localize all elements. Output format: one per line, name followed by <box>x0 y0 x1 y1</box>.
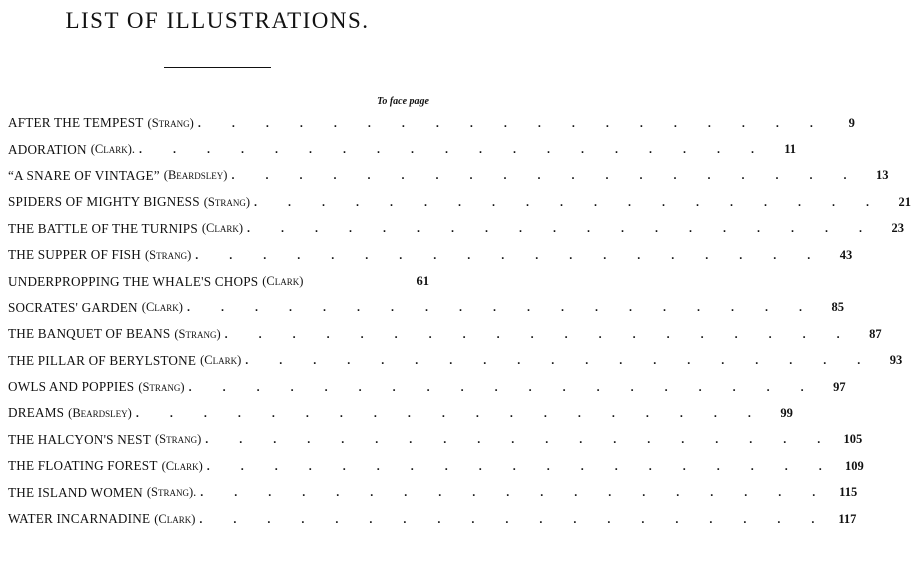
entry-title: THE BANQUET OF BEANS <box>8 326 171 342</box>
leader-dots: . . . . . . . . . . . . . . . . . . . <box>245 353 875 368</box>
entry-page: 93 <box>889 353 903 368</box>
leader-dots: . . . . . . . . . . . . . . . . . . . <box>186 300 816 315</box>
entry-page: 99 <box>780 405 793 420</box>
entry-title: DREAMS <box>8 405 65 421</box>
entry-title: THE HALCYON'S NEST <box>8 431 151 447</box>
list-item <box>8 216 905 242</box>
list-item <box>8 348 903 374</box>
entry-title: “A SNARE OF VINTAGE” <box>8 167 160 183</box>
list-item <box>8 136 797 162</box>
entry-title: THE SUPPER OF FISH <box>8 247 141 263</box>
leader-dots: . . . . . . . . . . . . . . . . . . . <box>139 142 769 157</box>
entry-title: THE BATTLE OF THE TURNIPS <box>8 220 198 236</box>
list-item <box>8 427 863 453</box>
entry-page: 85 <box>831 300 844 315</box>
list-item <box>8 321 882 347</box>
list-item <box>8 295 844 321</box>
entry-page: 109 <box>845 458 864 473</box>
entry-page: 43 <box>839 247 853 262</box>
entry-page: 115 <box>839 485 858 500</box>
leader-dots: . . . . . . . . . . . . . . . . . . . <box>205 432 835 447</box>
entry-page: 105 <box>843 432 863 447</box>
entry-page: 11 <box>784 142 797 157</box>
entry-credit: (Strang) <box>154 432 202 447</box>
entry-page: 21 <box>898 194 911 209</box>
illustrations-list <box>8 110 911 532</box>
list-item <box>8 189 911 215</box>
entry-title: SPIDERS OF MIGHTY BIGNESS <box>8 194 200 210</box>
entry-credit: (Clark) <box>200 353 242 368</box>
column-header: To face page <box>377 96 429 107</box>
list-item <box>8 374 846 400</box>
list-item <box>8 506 857 532</box>
entry-title: THE PILLAR OF BERYLSTONE <box>8 352 197 368</box>
entry-page: 97 <box>833 379 846 394</box>
leader-dots: . . . . . . . . . . . . . . . . . . . <box>206 458 836 473</box>
entry-title: WATER INCARNADINE <box>8 511 151 527</box>
leader-dots: . . . . . . . . . . . . . . . . . . . <box>197 115 827 130</box>
leader-dots: . . . . . . . . . . . . . . . . . . . <box>135 405 765 420</box>
entry-credit: (Strang) <box>138 379 185 394</box>
entry-title: THE ISLAND WOMEN <box>8 484 143 500</box>
page-title: LIST OF ILLUSTRATIONS. <box>65 8 370 33</box>
title-rule-divider <box>164 67 271 68</box>
entry-page: 23 <box>891 221 905 236</box>
entry-page: 117 <box>838 511 857 526</box>
entry-credit: (Strang) <box>203 194 251 209</box>
entry-title: OWLS AND POPPIES <box>8 379 135 395</box>
entry-credit: (Strang) <box>147 115 194 130</box>
entry-credit: (Clark) <box>154 511 196 526</box>
list-item <box>8 110 855 136</box>
entry-page: 9 <box>848 115 855 130</box>
list-item <box>8 268 429 294</box>
entry-page: 87 <box>869 326 882 341</box>
list-item <box>8 242 853 268</box>
leader-dots: . . . . . . . . . . . . . . . . . . . <box>254 194 884 209</box>
entry-credit: (Strang) <box>174 326 221 341</box>
entry-title: THE FLOATING FOREST <box>8 458 158 474</box>
list-item <box>8 453 864 479</box>
entry-credit: (Clark) <box>141 300 183 315</box>
leader-dots: . . . . . . . . . . . . . . . . . . . <box>199 511 829 526</box>
list-item <box>8 163 889 189</box>
entry-title: AFTER THE TEMPEST <box>8 115 144 131</box>
entry-credit: (Strang). <box>146 485 197 500</box>
leader-dots: . . . . . . . . . . . . . . . . . . . <box>200 485 830 500</box>
entry-credit: (Beardsley) <box>68 405 132 420</box>
entry-title: SOCRATES' GARDEN <box>8 299 138 315</box>
entry-credit: (Strang) <box>144 247 192 262</box>
entry-page: 61 <box>416 274 429 289</box>
leader-dots: . . . . . . . . . . . . . . . . . . . <box>231 168 861 183</box>
entry-credit: (Clark) <box>161 458 203 473</box>
entry-title: UNDERPROPPING THE WHALE'S CHOPS <box>8 273 259 289</box>
entry-credit: (Beardsley) <box>163 168 228 183</box>
entry-credit: (Clark) <box>201 221 244 236</box>
entry-title: ADORATION <box>8 141 87 157</box>
list-item <box>8 479 858 505</box>
entry-credit: (Clark). <box>90 142 136 157</box>
leader-dots: . . . . . . . . . . . . . . . . . . . <box>224 326 854 341</box>
leader-dots: . . . . . . . . . . . . . . . . . . . <box>247 221 877 236</box>
leader-dots: . . . . . . . . . . . . . . . . . . . <box>195 247 825 262</box>
entry-credit: (Clark) <box>262 274 304 289</box>
entry-page: 13 <box>875 168 889 183</box>
leader-dots: . . . . . . . . . . . . . . . . . . . <box>188 379 818 394</box>
list-item <box>8 400 793 426</box>
